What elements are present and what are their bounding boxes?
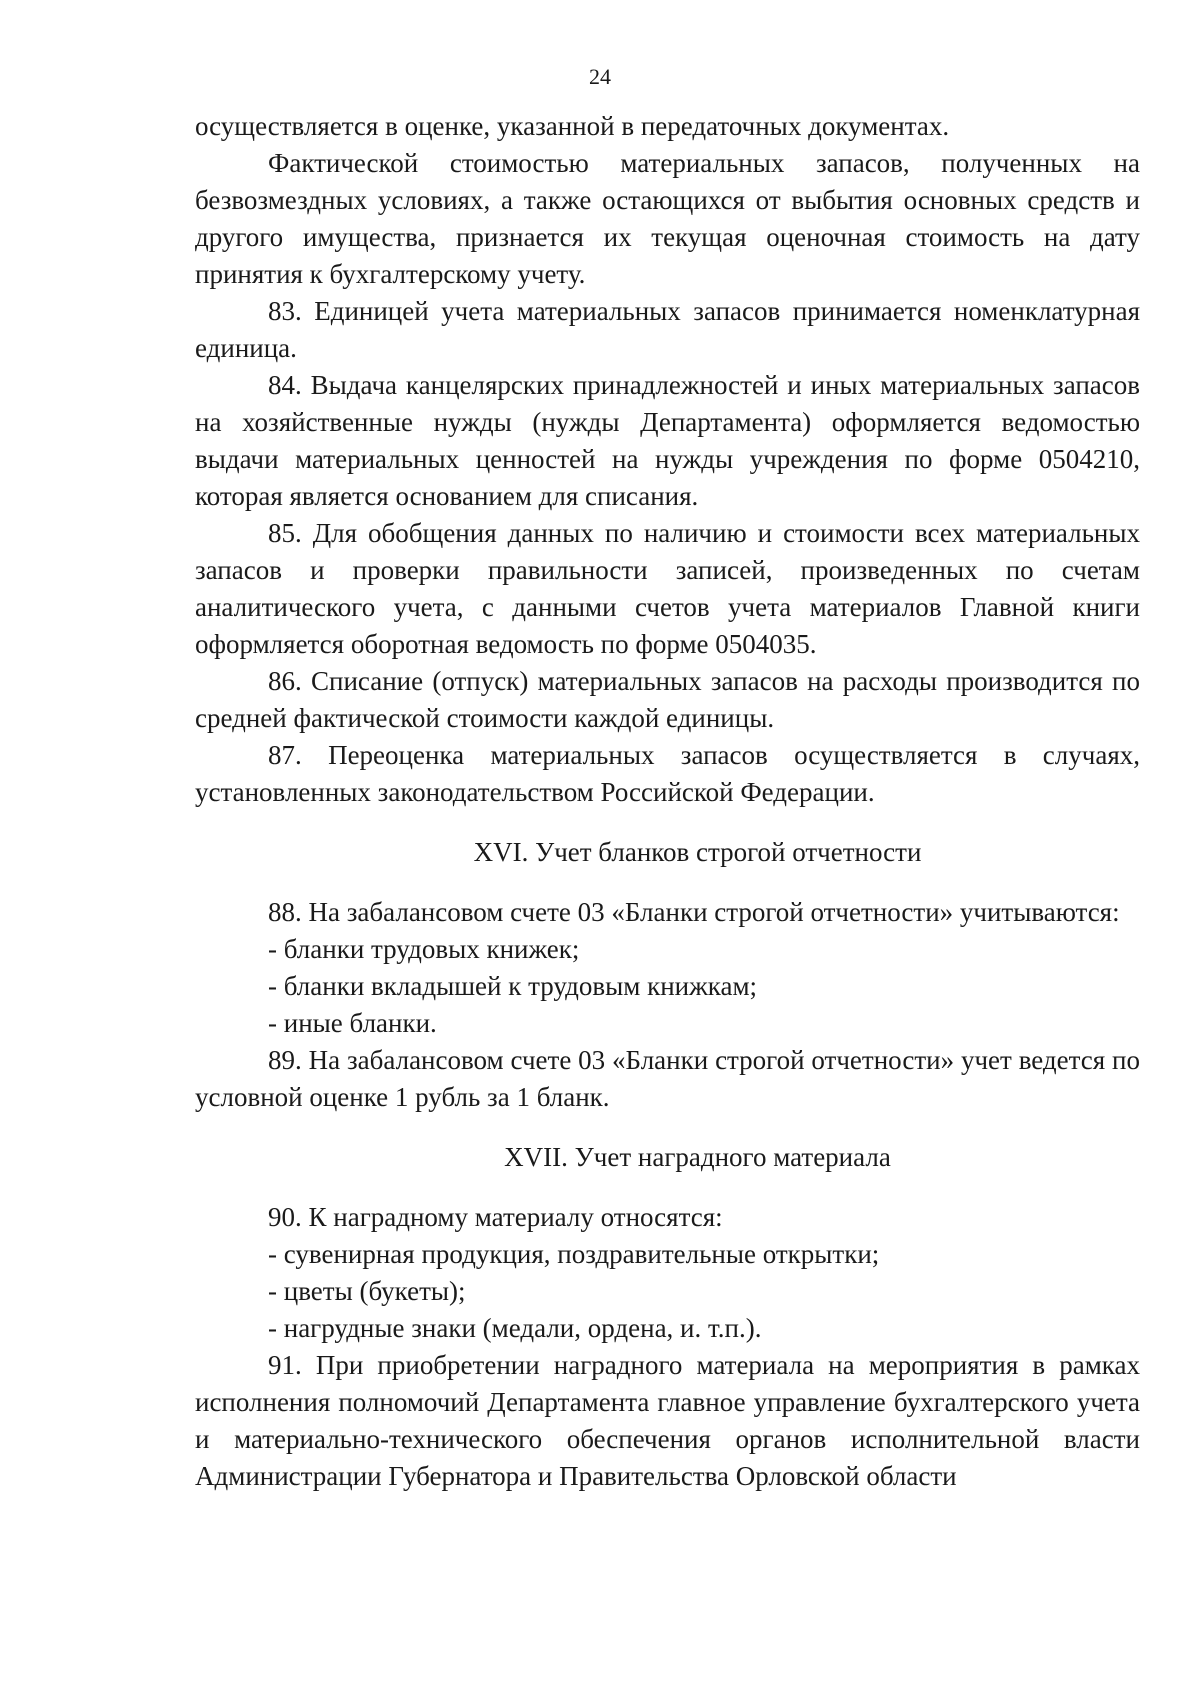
paragraph-88: 88. На забалансовом счете 03 «Бланки строгой отчетности» учитываются: <box>268 897 1120 927</box>
list-item: - бланки трудовых книжек; <box>268 934 580 964</box>
section-heading-xvii: XVII. Учет наградного материала <box>504 1142 891 1172</box>
list-item: - иные бланки. <box>268 1008 437 1038</box>
paragraph-83: 83. Единицей учета материальных запасов принимается номенклатурная единица. <box>195 296 1140 363</box>
paragraph-84: 84. Выдача канцелярских принадлежностей и иных материальных запасов на хозяйственные нужды (нужды Департамента) оформляется ведомостью выдачи материальных ценностей на нужды учреждения по форме 0504210, которая является основанием для списания. <box>195 370 1140 511</box>
list-item: - нагрудные знаки (медали, ордена, и. т.п.). <box>268 1313 762 1343</box>
list-item: - сувенирная продукция, поздравительные открытки; <box>268 1239 880 1269</box>
paragraph-86: 86. Списание (отпуск) материальных запасов на расходы производится по средней фактической стоимости каждой единицы. <box>195 666 1140 733</box>
paragraph-91: 91. При приобретении наградного материала на мероприятия в рамках исполнения полномочий Департамента главное управление бухгалтерского учета и материально-технического обеспечения органов исполнительной власти Администрации Губернатора и Правительства Орловской области <box>195 1350 1140 1491</box>
paragraph-90: 90. К наградному материалу относятся: <box>268 1202 723 1232</box>
page-number: 24 <box>589 64 611 89</box>
paragraph-actual-cost: Фактической стоимостью материальных запасов, полученных на безвозмездных условиях, а также остающихся от выбытия основных средств и другого имущества, признается их текущая оценочная стоимость на дату принятия к бухгалтерскому учету. <box>195 148 1140 289</box>
paragraph-continuation: осуществляется в оценке, указанной в передаточных документах. <box>195 111 950 141</box>
paragraph-89: 89. На забалансовом счете 03 «Бланки строгой отчетности» учет ведется по условной оценке 1 рубль за 1 бланк. <box>195 1045 1140 1112</box>
list-item: - цветы (букеты); <box>268 1276 466 1306</box>
paragraph-85: 85. Для обобщения данных по наличию и стоимости всех материальных запасов и проверки правильности записей, произведенных по счетам аналитического учета, с данными счетов учета материалов Главной книги оформляется оборотная ведомость по форме 0504035. <box>195 518 1140 659</box>
section-heading-xvi: XVI. Учет бланков строгой отчетности <box>473 837 922 867</box>
paragraph-87: 87. Переоценка материальных запасов осуществляется в случаях, установленных законодательством Российской Федерации. <box>195 740 1140 807</box>
document-body <box>195 108 1140 1495</box>
list-item: - бланки вкладышей к трудовым книжкам; <box>268 971 758 1001</box>
